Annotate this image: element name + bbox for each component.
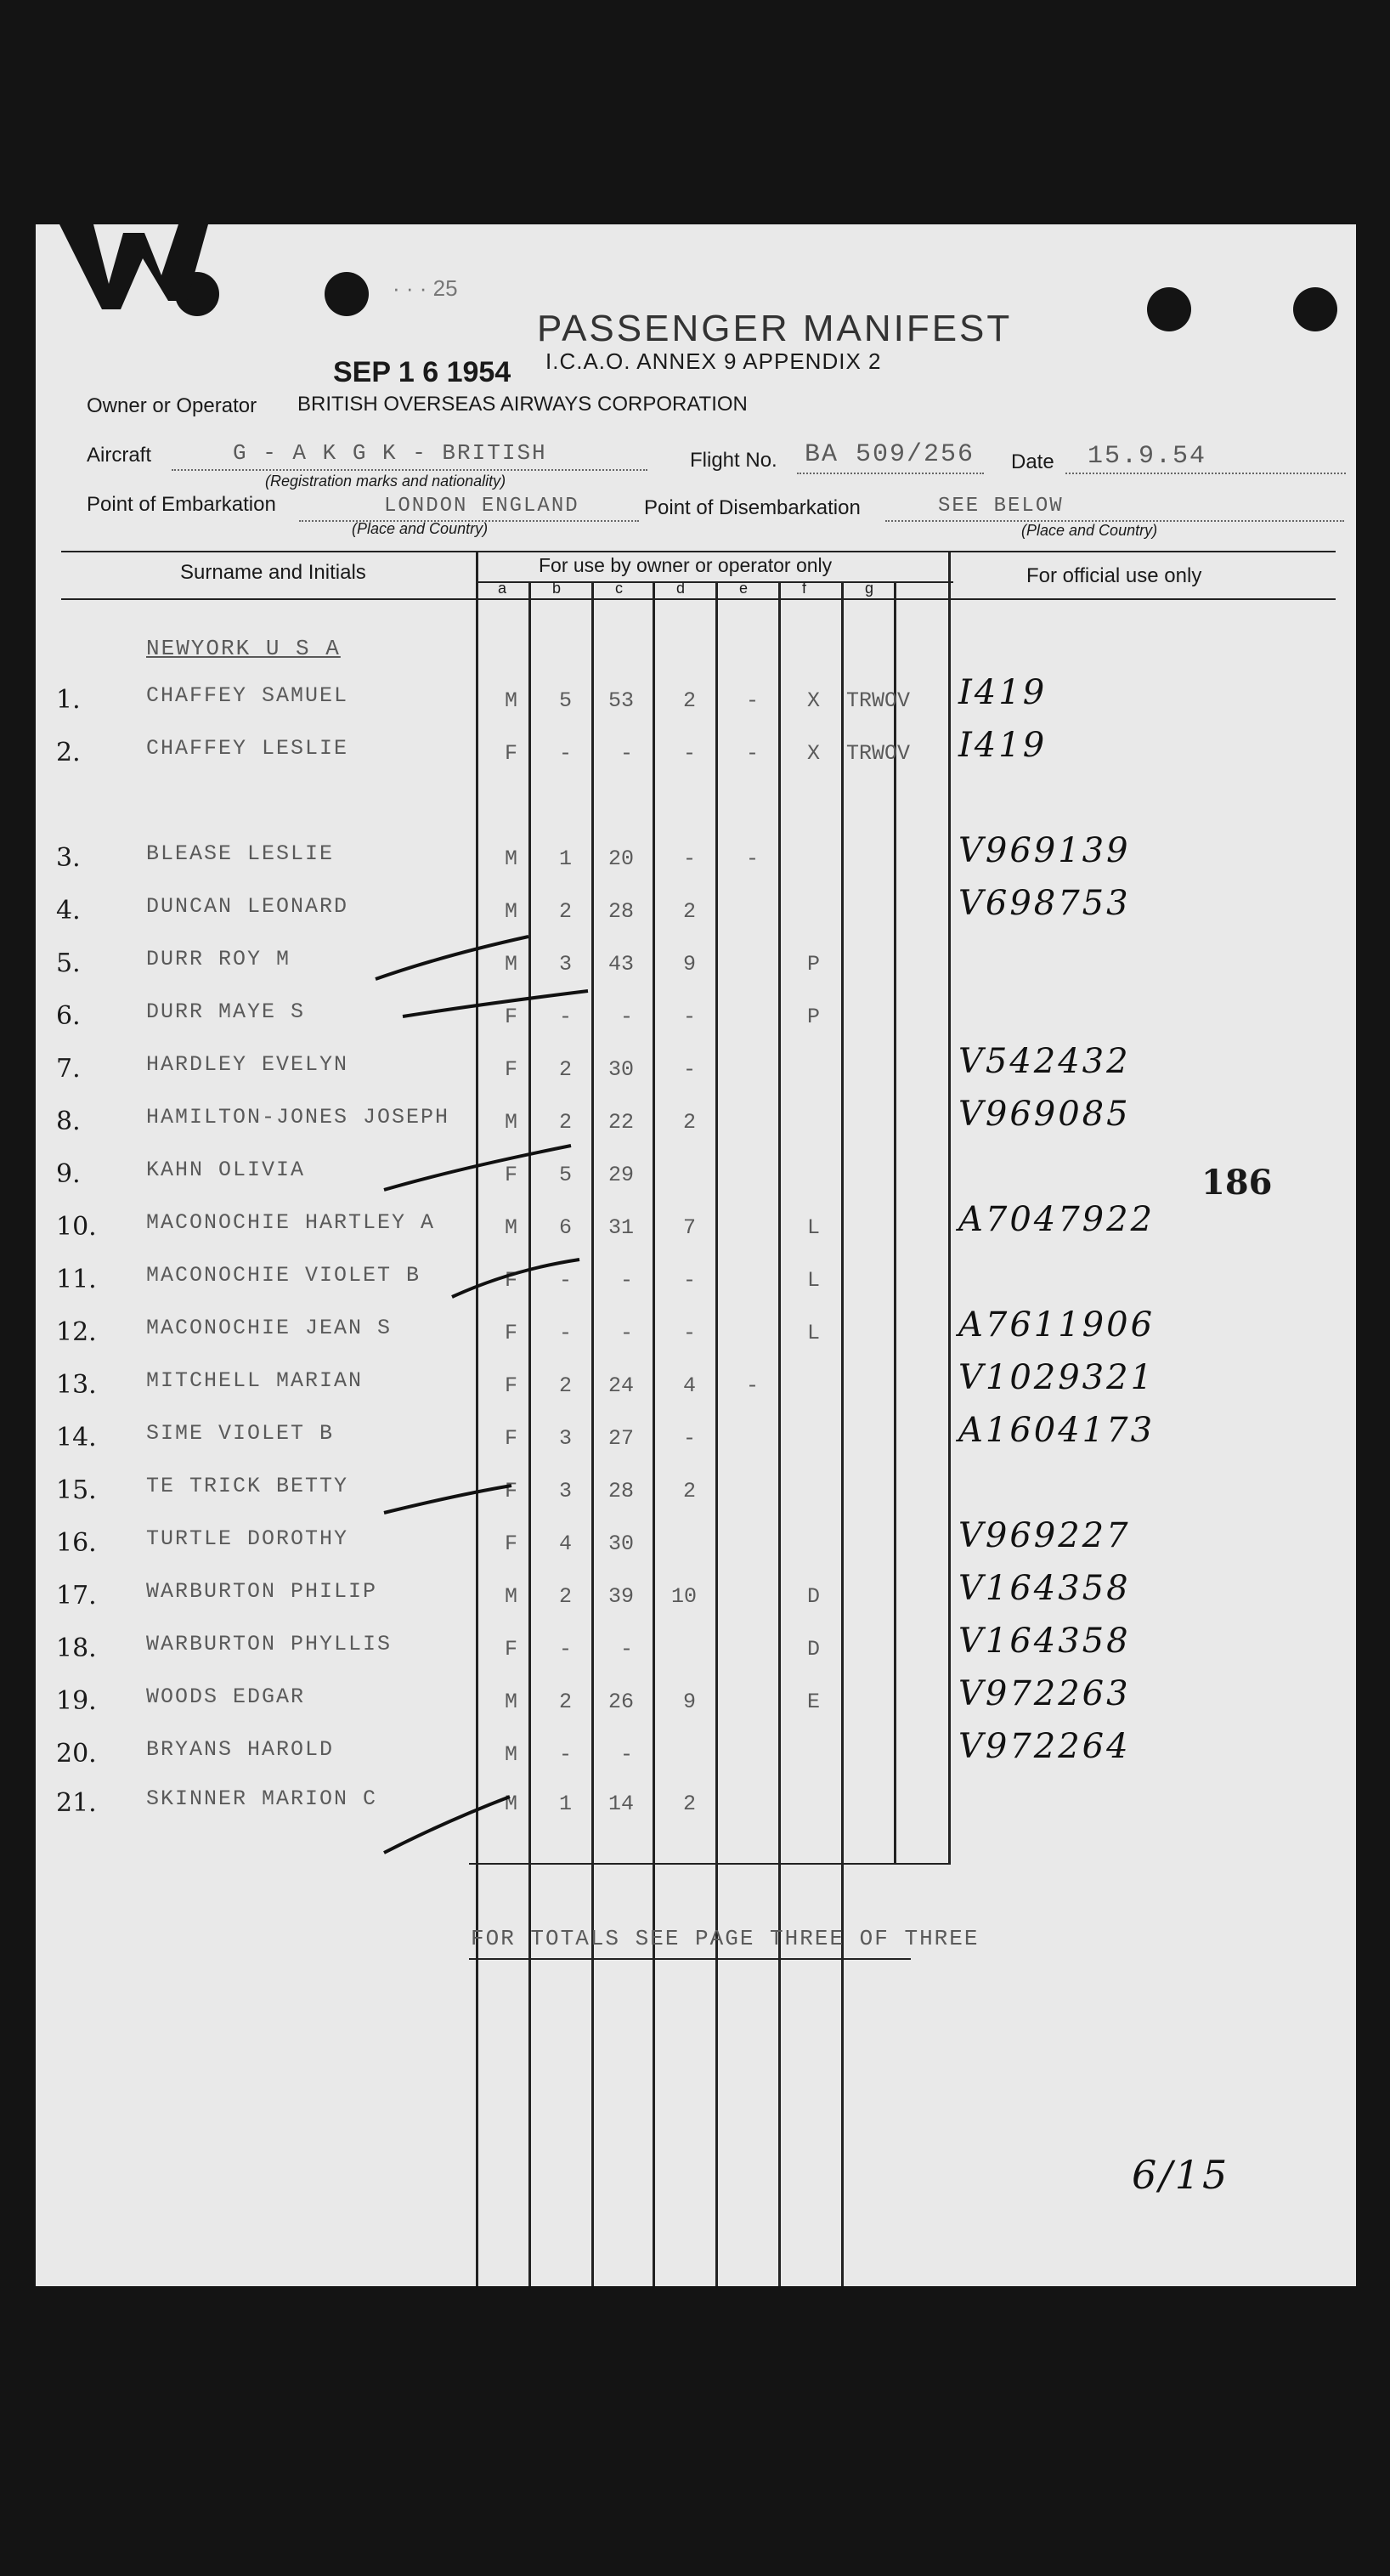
column-a-value: M: [505, 1215, 518, 1240]
column-e-value: -: [746, 846, 760, 871]
column-a-value: F: [505, 1637, 518, 1662]
passenger-name: KAHN OLIVIA: [146, 1158, 306, 1182]
disembarkation-note: (Place and Country): [1021, 522, 1158, 539]
column-a-value: M: [505, 952, 518, 977]
column-b-value: 2: [559, 1690, 573, 1714]
column-b-value: -: [559, 1742, 573, 1767]
subcolumn-letter: f: [802, 580, 807, 597]
row-number: 14.: [56, 1423, 97, 1452]
owner-label: Owner or Operator: [87, 394, 257, 417]
aircraft-value: G - A K G K - BRITISH: [233, 440, 547, 466]
column-c-value: -: [620, 1321, 634, 1345]
column-a-value: F: [505, 1321, 518, 1345]
column-b-value: -: [559, 1637, 573, 1662]
column-d-value: 10: [671, 1584, 698, 1609]
form-subtitle: I.C.A.O. ANNEX 9 APPENDIX 2: [545, 348, 882, 374]
column-c-value: -: [620, 1005, 634, 1029]
column-f-value: X: [807, 688, 821, 713]
column-b-value: 4: [559, 1531, 573, 1556]
row-number: 16.: [56, 1528, 97, 1558]
column-d-value: 7: [683, 1215, 697, 1240]
column-f-value: X: [807, 741, 821, 766]
passenger-name: BRYANS HAROLD: [146, 1737, 335, 1762]
column-b-value: 2: [559, 1110, 573, 1135]
column-c-value: -: [620, 741, 634, 766]
row-number: 15.: [56, 1475, 97, 1505]
column-a-value: F: [505, 1057, 518, 1082]
row-number: 11.: [56, 1265, 97, 1294]
surname-column-header: Surname and Initials: [180, 561, 366, 584]
passenger-name: TE TRICK BETTY: [146, 1474, 349, 1498]
passenger-name: WARBURTON PHILIP: [146, 1579, 378, 1604]
aircraft-label: Aircraft: [87, 444, 152, 467]
official-passport-number: V542432: [958, 1042, 1131, 1081]
official-passport-number: V969227: [958, 1516, 1131, 1555]
column-c-value: 28: [608, 899, 635, 924]
column-d-value: 2: [683, 899, 697, 924]
column-f-value: E: [807, 1690, 821, 1714]
official-passport-number: I419: [958, 726, 1048, 765]
official-passport-number: A7611906: [958, 1305, 1156, 1345]
flight-value: BA 509/256: [805, 440, 975, 469]
column-d-value: -: [683, 1268, 697, 1293]
column-f-value: D: [807, 1637, 821, 1662]
column-f-value: L: [807, 1321, 821, 1345]
column-a-value: F: [505, 1163, 518, 1187]
column-d-value: -: [683, 741, 697, 766]
passenger-name: CHAFFEY LESLIE: [146, 736, 349, 761]
column-b-value: 2: [559, 1373, 573, 1398]
column-b-value: 1: [559, 1792, 573, 1816]
row-number: 20.: [56, 1739, 97, 1769]
row-number: 5.: [56, 948, 81, 978]
column-a-value: F: [505, 1005, 518, 1029]
column-a-value: M: [505, 1792, 518, 1816]
column-e-value: -: [746, 688, 760, 713]
official-passport-number: V164358: [958, 1622, 1131, 1661]
row-number: 4.: [56, 896, 81, 926]
row-number: 3.: [56, 843, 81, 873]
column-f-value: L: [807, 1268, 821, 1293]
row-number: 10.: [56, 1212, 97, 1242]
passenger-name: MACONOCHIE VIOLET B: [146, 1263, 421, 1288]
embarkation-note: (Place and Country): [352, 520, 489, 537]
faint-stamp-text: · · · 25: [393, 275, 458, 301]
column-a-value: M: [505, 1584, 518, 1609]
column-c-value: 14: [608, 1792, 635, 1816]
column-f-value: P: [807, 1005, 821, 1029]
column-a-value: M: [505, 1110, 518, 1135]
embarkation-value: LONDON ENGLAND: [384, 495, 579, 518]
column-c-value: 20: [608, 846, 635, 871]
passenger-name: WOODS EDGAR: [146, 1684, 306, 1709]
column-d-value: 2: [683, 1479, 697, 1503]
row-number: 6.: [56, 1001, 81, 1031]
passenger-name: HAMILTON-JONES JOSEPH: [146, 1105, 450, 1129]
column-c-value: 43: [608, 952, 635, 977]
official-passport-number: V698753: [958, 884, 1131, 923]
column-d-value: -: [683, 1321, 697, 1345]
row-number: 19.: [56, 1686, 97, 1716]
passenger-name: MACONOCHIE HARTLEY A: [146, 1210, 436, 1235]
column-b-value: -: [559, 741, 573, 766]
official-passport-number: V972263: [958, 1674, 1131, 1713]
column-d-value: 9: [683, 952, 697, 977]
passenger-name: TURTLE DOROTHY: [146, 1526, 349, 1551]
column-g-value: TRWOV: [846, 688, 911, 713]
column-d-value: -: [683, 846, 697, 871]
column-c-value: 24: [608, 1373, 635, 1398]
date-value: 15.9.54: [1088, 442, 1207, 471]
passenger-name: CHAFFEY SAMUEL: [146, 683, 349, 708]
column-b-value: 6: [559, 1215, 573, 1240]
official-passport-number: A1604173: [958, 1411, 1156, 1450]
column-c-value: 29: [608, 1163, 635, 1187]
passenger-name: WARBURTON PHYLLIS: [146, 1632, 393, 1656]
passenger-name: SIME VIOLET B: [146, 1421, 335, 1446]
embarkation-label: Point of Embarkation: [87, 493, 276, 516]
totals-note: FOR TOTALS SEE PAGE THREE OF THREE: [471, 1926, 980, 1951]
column-a-value: F: [505, 1531, 518, 1556]
row-number: 8.: [56, 1107, 81, 1136]
passenger-name: MACONOCHIE JEAN S: [146, 1316, 393, 1340]
passenger-name: DUNCAN LEONARD: [146, 894, 349, 919]
passenger-name: DURR ROY M: [146, 947, 291, 971]
official-passport-number: A7047922: [958, 1200, 1156, 1239]
column-a-value: F: [505, 1268, 518, 1293]
column-c-value: 22: [608, 1110, 635, 1135]
destination-section-heading: NEWYORK U S A: [146, 636, 341, 661]
column-g-value: TRWOV: [846, 741, 911, 766]
column-b-value: 3: [559, 1426, 573, 1451]
disembarkation-value: SEE BELOW: [938, 495, 1064, 518]
subcolumn-letter: d: [676, 580, 686, 597]
row-number: 7.: [56, 1054, 81, 1084]
column-d-value: 2: [683, 1110, 697, 1135]
column-c-value: 39: [608, 1584, 635, 1609]
row-number: 18.: [56, 1633, 97, 1663]
column-b-value: 2: [559, 1584, 573, 1609]
column-f-value: D: [807, 1584, 821, 1609]
column-a-value: F: [505, 1373, 518, 1398]
column-b-value: -: [559, 1321, 573, 1345]
aircraft-note: (Registration marks and nationality): [265, 473, 506, 490]
row-number: 17.: [56, 1581, 97, 1611]
column-d-value: 2: [683, 1792, 697, 1816]
column-c-value: 53: [608, 688, 635, 713]
flight-label: Flight No.: [690, 449, 777, 472]
page-number: 186: [1201, 1163, 1273, 1203]
column-a-value: M: [505, 1690, 518, 1714]
official-passport-number: V1029321: [958, 1358, 1156, 1397]
subcolumn-letter: e: [739, 580, 749, 597]
column-b-value: 5: [559, 1163, 573, 1187]
column-c-value: 27: [608, 1426, 635, 1451]
column-c-value: -: [620, 1268, 634, 1293]
column-c-value: 30: [608, 1057, 635, 1082]
subcolumn-letter: g: [865, 580, 874, 597]
column-d-value: 9: [683, 1690, 697, 1714]
column-a-value: M: [505, 846, 518, 871]
column-b-value: -: [559, 1005, 573, 1029]
form-title: PASSENGER MANIFEST: [537, 308, 1013, 349]
row-number: 12.: [56, 1317, 97, 1347]
passenger-name: SKINNER MARION C: [146, 1786, 378, 1811]
column-c-value: 26: [608, 1690, 635, 1714]
column-c-value: -: [620, 1637, 634, 1662]
column-b-value: 5: [559, 688, 573, 713]
column-c-value: 28: [608, 1479, 635, 1503]
passenger-name: BLEASE LESLIE: [146, 841, 335, 866]
owner-column-header: For use by owner or operator only: [539, 554, 833, 576]
column-a-value: M: [505, 899, 518, 924]
official-passport-number: I419: [958, 673, 1048, 712]
column-d-value: 2: [683, 688, 697, 713]
subcolumn-letter: b: [552, 580, 562, 597]
column-c-value: 30: [608, 1531, 635, 1556]
received-date-stamp: SEP 1 6 1954: [333, 356, 511, 388]
official-column-header: For official use only: [1026, 564, 1202, 587]
column-b-value: -: [559, 1268, 573, 1293]
column-b-value: 3: [559, 952, 573, 977]
subcolumn-letter: a: [498, 580, 507, 597]
column-f-value: P: [807, 952, 821, 977]
column-a-value: M: [505, 1742, 518, 1767]
column-d-value: -: [683, 1057, 697, 1082]
official-passport-number: V164358: [958, 1569, 1131, 1608]
column-e-value: -: [746, 1373, 760, 1398]
column-a-value: F: [505, 1426, 518, 1451]
passenger-name: HARDLEY EVELYN: [146, 1052, 349, 1077]
page-fraction: 6/15: [1132, 2152, 1230, 2198]
column-c-value: -: [620, 1742, 634, 1767]
row-number: 1.: [56, 685, 81, 715]
column-c-value: 31: [608, 1215, 635, 1240]
column-b-value: 3: [559, 1479, 573, 1503]
row-number: 9.: [56, 1159, 81, 1189]
column-d-value: -: [683, 1426, 697, 1451]
column-a-value: M: [505, 688, 518, 713]
column-f-value: L: [807, 1215, 821, 1240]
column-e-value: -: [746, 741, 760, 766]
row-number: 2.: [56, 738, 81, 767]
official-passport-number: V969139: [958, 831, 1131, 870]
strike-marks: [36, 224, 1356, 2286]
date-label: Date: [1011, 450, 1054, 473]
column-a-value: F: [505, 1479, 518, 1503]
subcolumn-letter: c: [615, 580, 623, 597]
row-number: 13.: [56, 1370, 97, 1400]
column-a-value: F: [505, 741, 518, 766]
column-b-value: 2: [559, 1057, 573, 1082]
disembarkation-label: Point of Disembarkation: [644, 496, 861, 519]
row-number: 21.: [56, 1788, 97, 1818]
manifest-sheet: [36, 224, 1356, 2286]
column-b-value: 1: [559, 846, 573, 871]
column-d-value: -: [683, 1005, 697, 1029]
owner-value: BRITISH OVERSEAS AIRWAYS CORPORATION: [297, 393, 748, 416]
column-d-value: 4: [683, 1373, 697, 1398]
official-passport-number: V972264: [958, 1727, 1131, 1766]
official-passport-number: V969085: [958, 1095, 1131, 1134]
column-b-value: 2: [559, 899, 573, 924]
passenger-name: MITCHELL MARIAN: [146, 1368, 364, 1393]
passenger-name: DURR MAYE S: [146, 999, 306, 1024]
